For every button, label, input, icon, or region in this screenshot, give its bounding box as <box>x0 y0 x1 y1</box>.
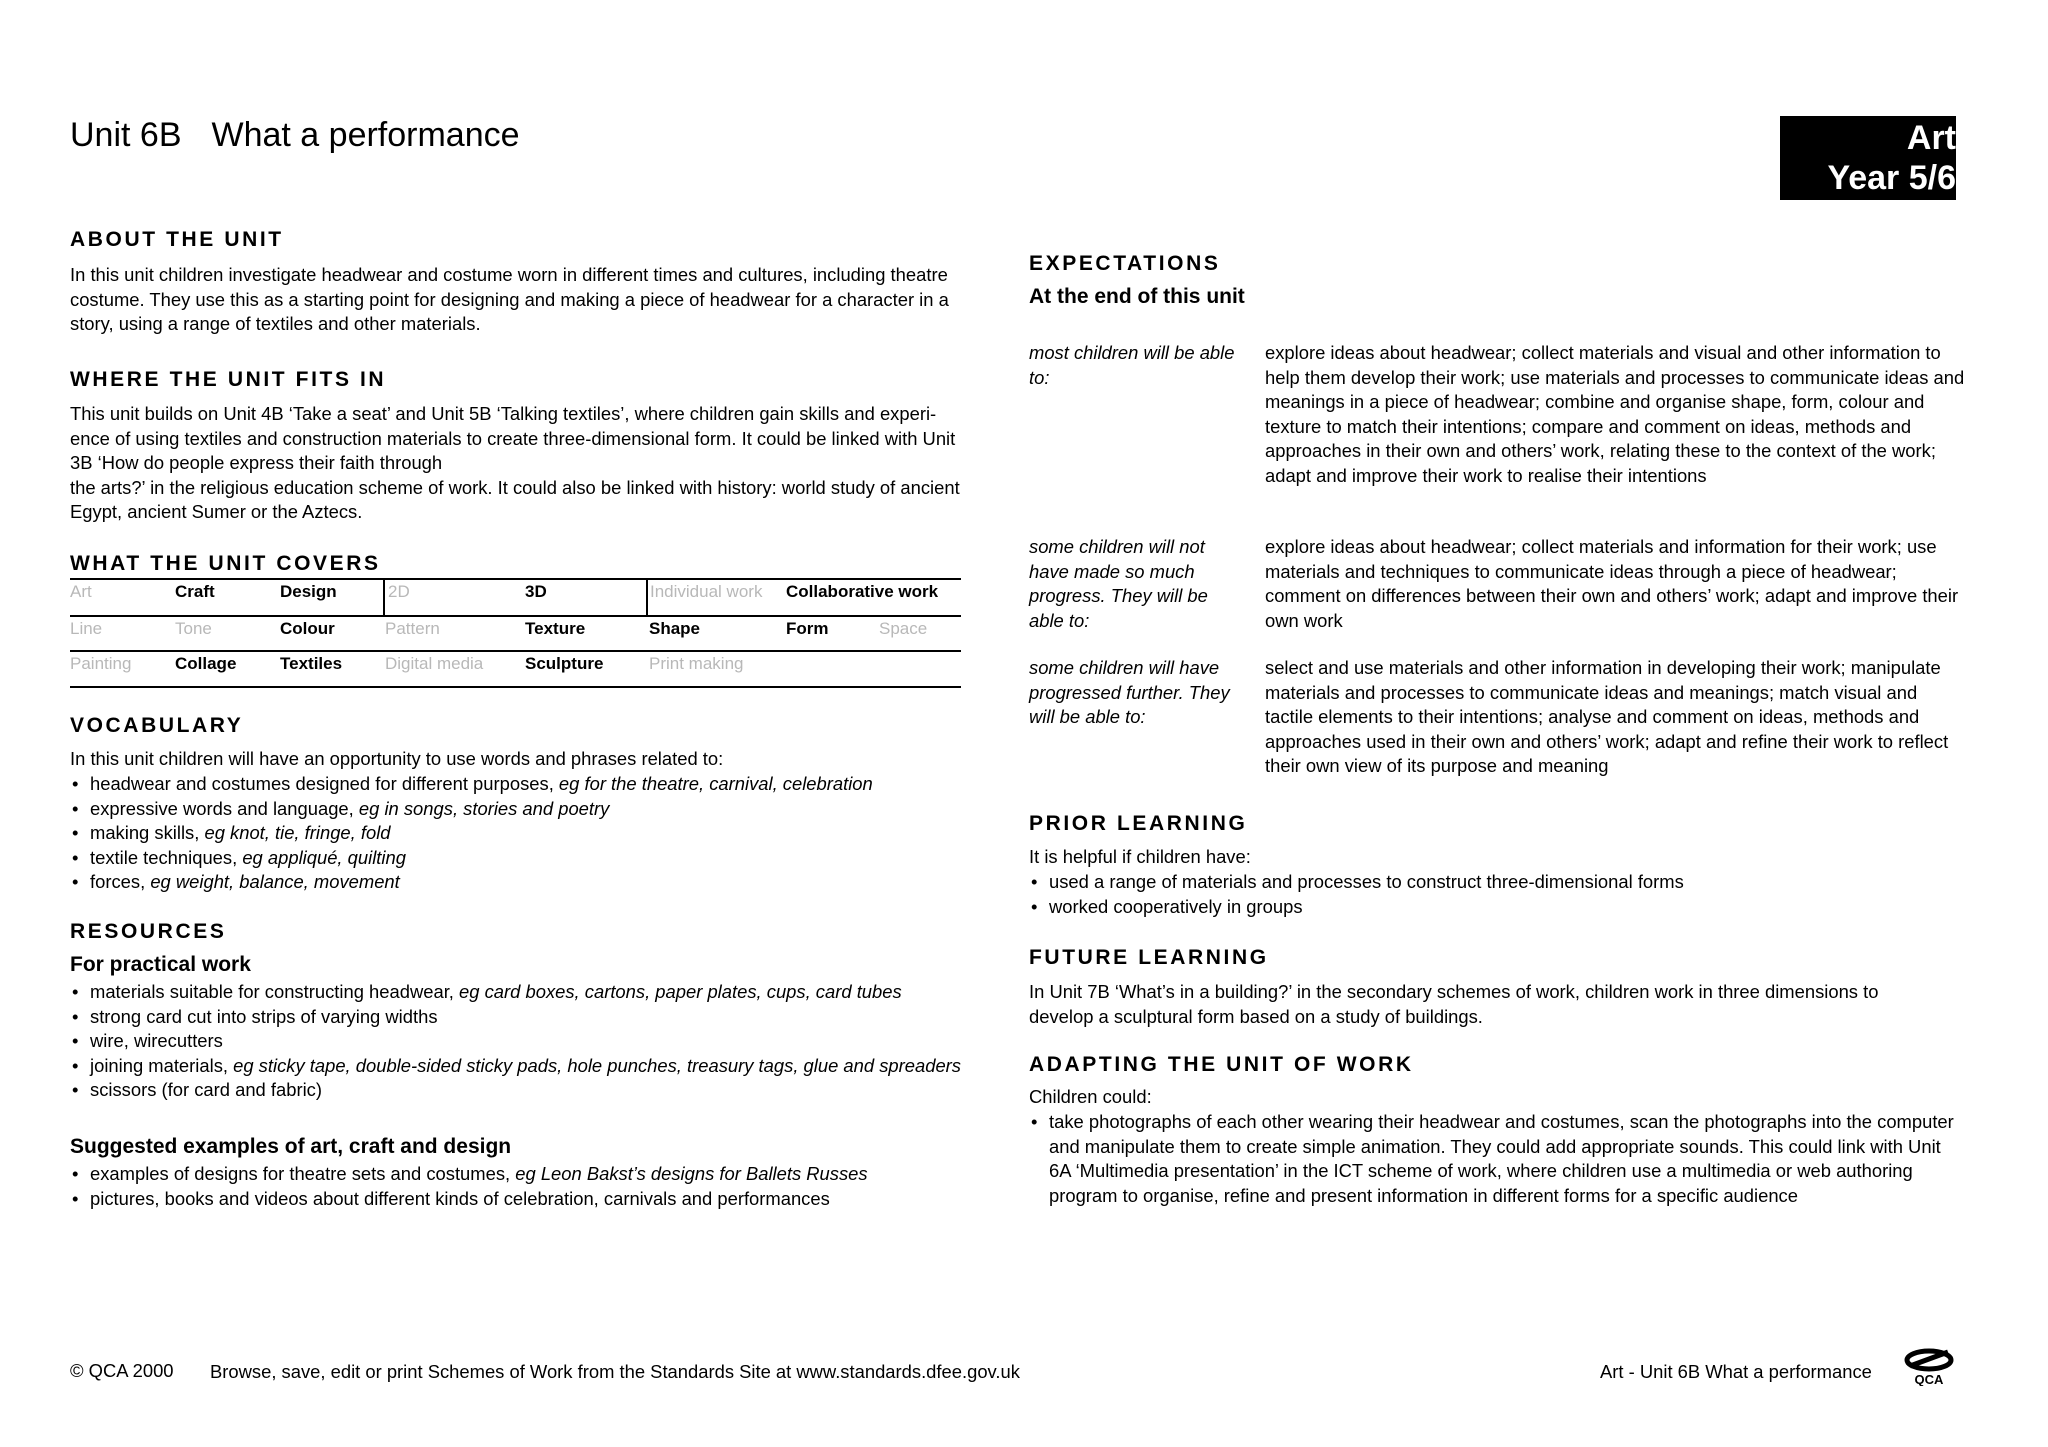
covers-divider <box>383 580 385 615</box>
covers-table <box>70 578 961 688</box>
about-heading: ABOUT THE UNIT <box>70 228 284 251</box>
future-heading: FUTURE LEARNING <box>1029 946 1269 969</box>
practical-list <box>70 980 970 1103</box>
adapting-intro: Children could: <box>1029 1086 1152 1107</box>
covers-cell: Art <box>70 582 92 601</box>
list-item: • used a range of materials and processes to construct three-dimensional forms <box>1029 870 1959 895</box>
list-item: • scissors (for card and fabric) <box>70 1078 970 1103</box>
covers-cell: Texture <box>525 619 586 638</box>
list-item: • forces, eg weight, balance, movement <box>70 870 1000 895</box>
vocabulary-heading: VOCABULARY <box>70 714 244 737</box>
covers-cell: Textiles <box>280 654 343 673</box>
covers-cell: 2D <box>388 582 410 601</box>
expectations-heading: EXPECTATIONS <box>1029 252 1221 275</box>
covers-row <box>70 580 961 615</box>
covers-cell: Form <box>786 619 829 638</box>
examples-list <box>70 1162 1030 1211</box>
expectation-text-further: select and use materials and other information in developing their work; manipulate materials and processes to communicate ideas and meanings; match visual and tactile elements to their intentions; analyse and comment on ideas, methods and approaches used in their own and others’ work; adapt and refine their work to reflect their own view of its purpose and meaning <box>1265 657 1949 776</box>
expectations-subheading: At the end of this unit <box>1029 285 1245 308</box>
about-text: In this unit children investigate headwear and costume worn in different times and cultures, including theatre costume. They use this as a starting point for designing and making a piece of headwear for a character in a story, using a range of textiles and other materials. <box>70 264 949 334</box>
covers-cell: Space <box>879 619 928 638</box>
list-item: • worked cooperatively in groups <box>1029 895 1959 920</box>
covers-cell: Pattern <box>385 619 440 638</box>
covers-cell: Individual work <box>650 582 763 601</box>
covers-cell: Digital media <box>385 654 484 673</box>
list-item: • pictures, books and videos about different kinds of celebration, carnivals and performances <box>70 1187 1030 1212</box>
qca-logo-icon <box>1902 1346 1956 1391</box>
unit-title-text: What a performance <box>211 116 520 154</box>
fits-line: ence of using textiles and construction materials to create three-dimensional form. It could be linked with Unit <box>70 427 956 449</box>
vocabulary-intro: In this unit children will have an opportunity to use words and phrases related to: <box>70 748 724 769</box>
covers-row <box>70 615 961 652</box>
subject-badge <box>1780 116 1956 200</box>
list-item: • making skills, eg knot, tie, fringe, fold <box>70 821 1000 846</box>
fits-line: 3B ‘How do people express their faith through <box>70 452 443 473</box>
fits-text <box>70 402 1030 525</box>
unit-code: Unit 6B <box>70 116 182 154</box>
prior-heading: PRIOR LEARNING <box>1029 812 1248 835</box>
list-item: • wire, wirecutters <box>70 1029 970 1054</box>
expectation-label-most: most children will be able to: <box>1029 342 1235 388</box>
fits-line: This unit builds on Unit 4B ‘Take a seat’ and Unit 5B ‘Talking textiles’, where children gain skills and experi- <box>70 403 937 424</box>
covers-cell: Collaborative work <box>786 582 939 601</box>
expectation-text-most: explore ideas about headwear; collect materials and visual and other information to help them develop their work; use materials and processes to communicate ideas and meanings in a piece of headwear; combine and organise shape, form, colour and texture to match their intentions; compare and comment on ideas, methods and approaches in their own and others’ work, relating these to the context of the work; adapt and improve their work to realise their intentions <box>1265 342 1965 486</box>
fits-heading: WHERE THE UNIT FITS IN <box>70 368 387 391</box>
adapting-heading: ADAPTING THE UNIT OF WORK <box>1029 1053 1414 1076</box>
footer-page-ref: Art - Unit 6B What a performance <box>1600 1361 1872 1382</box>
list-item: • examples of designs for theatre sets and costumes, eg Leon Bakst’s designs for Ballets Russes <box>70 1162 1030 1187</box>
covers-cell: Colour <box>280 619 335 638</box>
covers-cell: Craft <box>175 582 215 601</box>
prior-list <box>1029 870 1959 919</box>
year-label: Year 5/6 <box>1827 159 1956 197</box>
footer-copyright: © QCA 2000 <box>70 1360 174 1381</box>
fits-line: Egypt, ancient Sumer or the Aztecs. <box>70 501 363 522</box>
expectation-label-some: some children will not have made so much progress. They will be able to: <box>1029 536 1208 631</box>
examples-heading: Suggested examples of art, craft and design <box>70 1135 512 1158</box>
list-item: • headwear and costumes designed for different purposes, eg for the theatre, carnival, celebration <box>70 772 1000 797</box>
practical-heading: For practical work <box>70 953 251 976</box>
page-title <box>70 116 520 155</box>
covers-cell: 3D <box>525 582 547 601</box>
list-item: • textile techniques, eg appliqué, quilting <box>70 846 1000 871</box>
list-item: • materials suitable for constructing headwear, eg card boxes, cartons, paper plates, cups, card tubes <box>70 980 970 1005</box>
covers-cell: Painting <box>70 654 132 673</box>
covers-cell: Print making <box>649 654 744 673</box>
covers-divider <box>646 580 648 615</box>
list-item: • joining materials, eg sticky tape, double-sided sticky pads, hole punches, treasury tags, glue and spreaders <box>70 1054 970 1079</box>
list-item: • expressive words and language, eg in songs, stories and poetry <box>70 797 1000 822</box>
list-item: • strong card cut into strips of varying widths <box>70 1005 970 1030</box>
covers-cell: Shape <box>649 619 701 638</box>
fits-line: the arts?’ in the religious education scheme of work. It could also be linked with history: world study of ancient <box>70 476 960 498</box>
list-item: • take photographs of each other wearing their headwear and costumes, scan the photographs into the computer and manipulate them to create simple animation. They could add appropriate sounds. This could link with Unit 6A ‘Multimedia presentation’ in the ICT scheme of work, where children use a multimedia or web authoring program to organise, refine and present information in different forms for a specific audience <box>1029 1110 1959 1208</box>
covers-heading: WHAT THE UNIT COVERS <box>70 552 381 575</box>
covers-cell: Design <box>280 582 337 601</box>
adapting-list <box>1029 1110 1959 1208</box>
expectation-label-further: some children will have progressed further. They will be able to: <box>1029 657 1230 727</box>
covers-cell: Line <box>70 619 103 638</box>
resources-heading: RESOURCES <box>70 920 227 943</box>
covers-row <box>70 650 961 687</box>
covers-cell: Collage <box>175 654 237 673</box>
subject-label: Art <box>1906 119 1956 157</box>
vocabulary-list <box>70 772 1000 895</box>
expectation-text-some: explore ideas about headwear; collect materials and information for their work; use materials and techniques to communicate ideas through a piece of headwear; comment on differences between their own and others’ work; adapt and improve their own work <box>1265 536 1959 631</box>
footer-browse: Browse, save, edit or print Schemes of Work from the Standards Site at www.standards.dfee.gov.uk <box>210 1361 1020 1382</box>
prior-intro: It is helpful if children have: <box>1029 846 1251 867</box>
future-text: In Unit 7B ‘What’s in a building?’ in the secondary schemes of work, children work in three dimensions to develop a sculptural form based on a study of buildings. <box>1029 981 1879 1027</box>
covers-cell: Sculpture <box>525 654 604 673</box>
covers-cell: Tone <box>175 619 212 638</box>
svg-text:QCA: QCA <box>1914 1372 1944 1386</box>
